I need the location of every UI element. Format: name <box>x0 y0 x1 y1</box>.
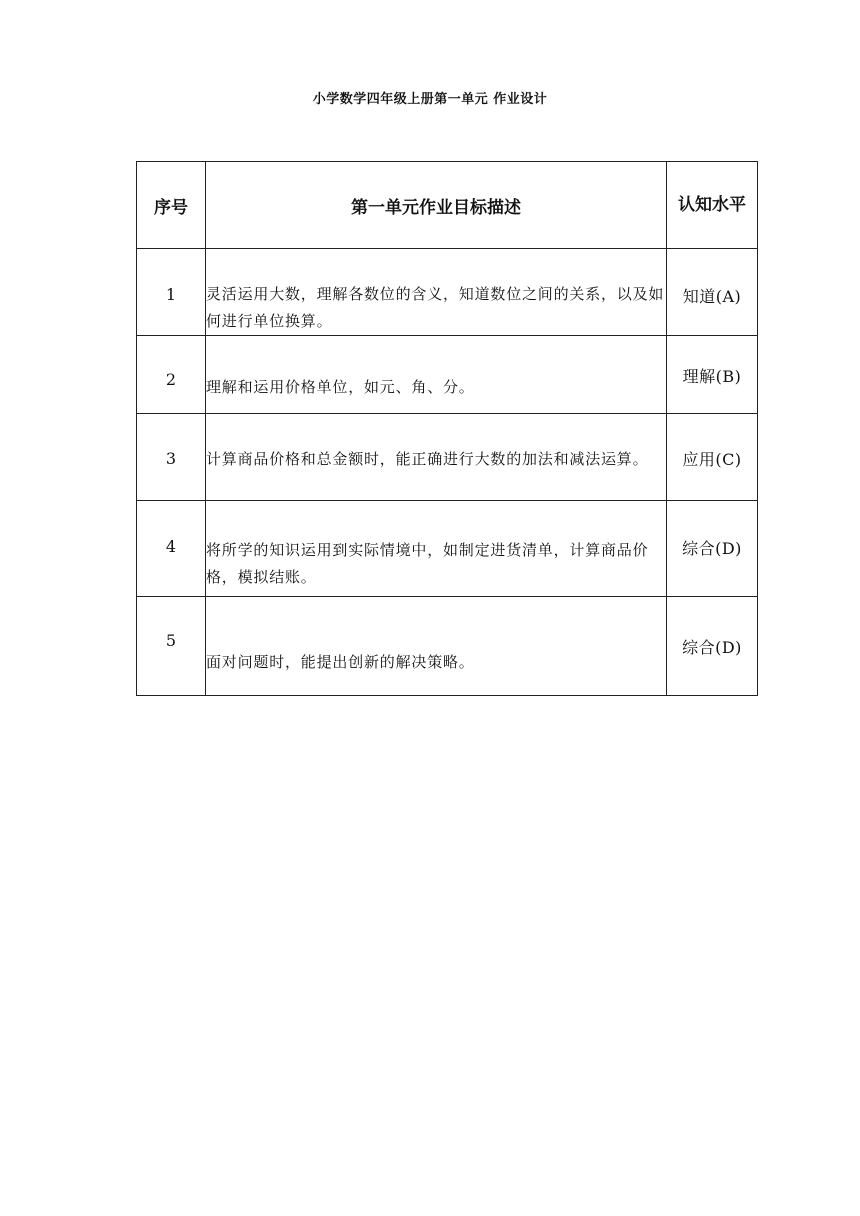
row-cognitive-level: 理解(B) <box>667 336 758 414</box>
table-row <box>137 501 758 597</box>
row-cognitive-level: 知道(A) <box>667 249 758 336</box>
document-title: 小学数学四年级上册第一单元 作业设计 <box>312 92 548 107</box>
row-cognitive-level: 综合(D) <box>667 597 758 696</box>
row-description: 将所学的知识运用到实际情境中，如制定进货清单，计算商品价格，模拟结账。 <box>206 501 667 597</box>
table-row <box>137 414 758 501</box>
row-cognitive-level: 综合(D) <box>667 501 758 597</box>
row-cognitive-level: 应用(C) <box>667 414 758 501</box>
row-description: 面对问题时，能提出创新的解决策略。 <box>206 597 667 696</box>
table-row <box>137 597 758 696</box>
row-number: 5 <box>137 597 206 696</box>
header-cognitive-level: 认知水平 <box>667 162 758 249</box>
row-description: 计算商品价格和总金额时，能正确进行大数的加法和减法运算。 <box>206 414 667 501</box>
row-number: 2 <box>137 336 206 414</box>
table-row <box>137 249 758 336</box>
row-description: 灵活运用大数，理解各数位的含义，知道数位之间的关系，以及如何进行单位换算。 <box>206 249 667 336</box>
table-header-row <box>137 162 758 249</box>
header-description: 第一单元作业目标描述 <box>206 162 667 249</box>
row-number: 4 <box>137 501 206 597</box>
row-number: 3 <box>137 414 206 501</box>
table-row <box>137 336 758 414</box>
row-number: 1 <box>137 249 206 336</box>
homework-goals-table <box>136 161 758 696</box>
row-description: 理解和运用价格单位，如元、角、分。 <box>206 336 667 414</box>
header-number: 序号 <box>137 162 206 249</box>
